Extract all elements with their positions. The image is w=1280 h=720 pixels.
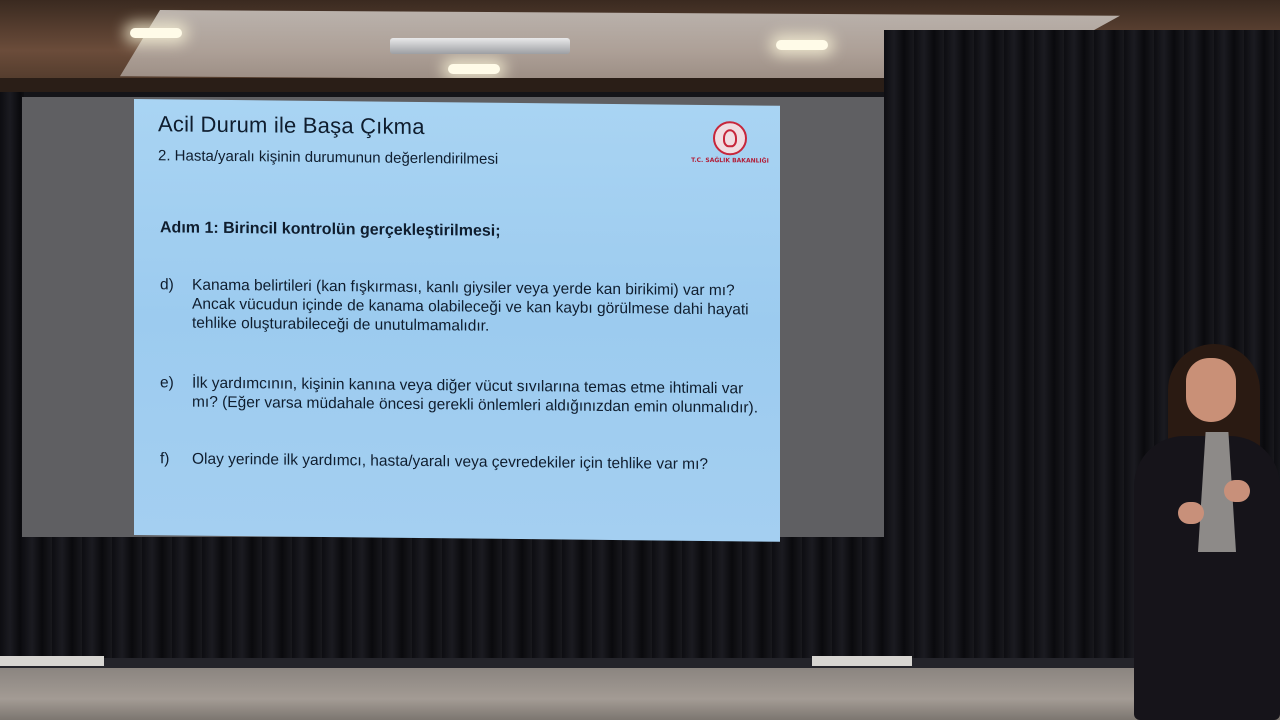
ministry-logo [690,121,770,174]
list-item-letter: f) [160,450,170,468]
stage-light-strip [0,656,104,666]
presenter [1130,340,1280,720]
list-item-f [160,449,760,474]
presenter-hand [1224,480,1250,502]
step-heading: Adım 1: Birincil kontrolün gerçekleştirilmesi; [160,219,501,240]
list-item-letter: e) [160,374,174,392]
ceiling-light [130,28,182,38]
slide-subtitle: 2. Hasta/yaralı kişinin durumunun değerlendirilmesi [158,147,499,168]
ceiling-light [448,64,500,74]
list-item-text: İlk yardımcının, kişinin kanına veya diğer vücut sıvılarına temas etme ihtimali var mı? (Eğer varsa müdahale öncesi gerekli önlemleri aldığınızdan emin olunmalıdır). [192,374,759,417]
ministry-seal-icon [713,121,747,155]
projected-slide [134,99,780,542]
list-item-text: Kanama belirtileri (kan fışkırması, kanlı giysiler veya yerde kan birikimi) var mı? Ancak vücudun içinde de kanama olabileceği ve kan kaybı görülmese dahi hayati tehlike oluşturabileceği de unutulmamalıdır. [192,276,749,335]
list-item-letter: d) [160,276,174,294]
list-item-d [160,275,760,338]
stage-light-strip [812,656,912,666]
curtain-left [0,92,24,662]
presenter-hand [1178,502,1204,524]
stage-floor [0,668,1280,720]
ceiling-projector [390,38,570,54]
curtain-bottom [22,537,884,662]
list-item-e [160,373,760,417]
slide-title: Acil Durum ile Başa Çıkma [158,111,425,140]
ceiling-light [776,40,828,50]
list-item-text: Olay yerinde ilk yardımcı, hasta/yaralı veya çevredekiler için tehlike var mı? [192,450,709,474]
presenter-face [1186,358,1236,422]
logo-text: T.C. SAĞLIK BAKANLIĞI [691,156,769,165]
